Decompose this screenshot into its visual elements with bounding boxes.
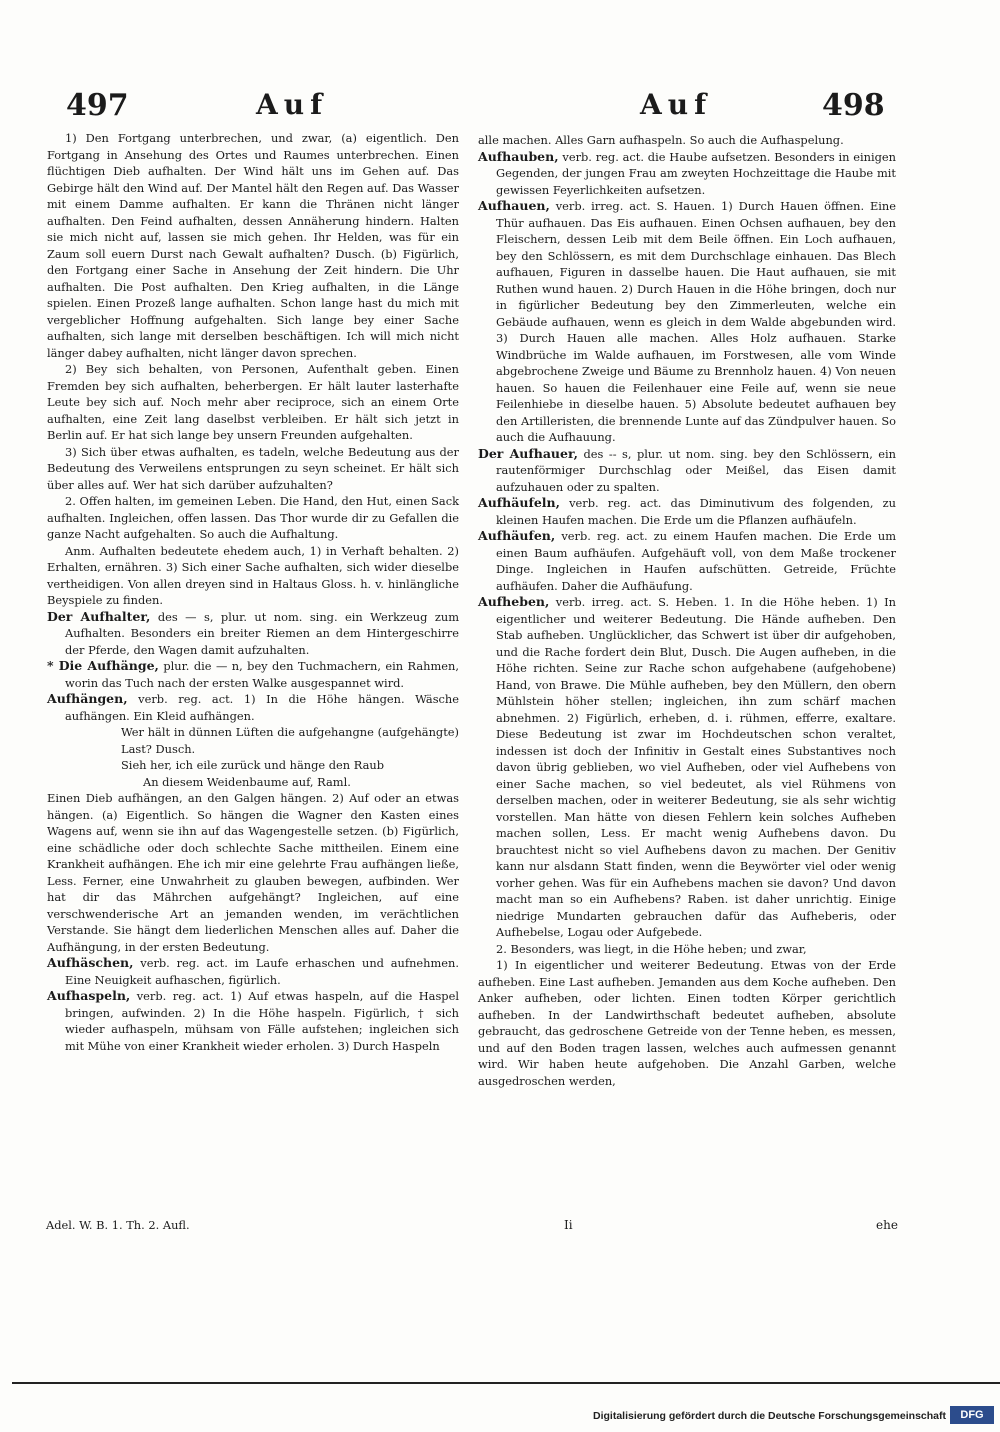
entry-body: verb. irreg. act. S. Hauen. 1) Durch Hauen öffnen. Eine Thür aufhauen. Das Eis aufhauen. Einen Ochsen aufhauen, bey den Fleischern, dessen Leib mit dem Beile öffnen. Ein Loch aufhauen, bey den Schlössern, es mit dem Durchschlage einhauen. Das Blech aufhauen, Figuren in dasselbe hauen. Die Haut aufhauen, sie mit Ruthen wund hauen. 2) Durch Hauen in die Höhe bringen, doch nur in figürlicher Bedeutung bey den Zimmerleuten, welche ein Gebäude aufhauen, wenn es gleich in dem Walde abgebunden wird. 3) Durch Hauen alle machen. Alles Holz aufhauen. Starke Windbrüche im Walde aufhauen, im Forstwesen, alle vom Winde abgebrochene Zweige und Bäume zu Brennholz hauen. 4) Von neuen hauen. So hauen die Feilenhauer eine Feile auf, wenn sie neue Feilenhiebe in dieselbe hauen. 5) Absolute bedeutet aufhauen bey den Artilleristen, die brennende Lunte auf das Zündpulver hauen. So auch die Aufhauung. <box>496 199 896 444</box>
entry-body: verb. reg. act. die Haube aufsetzen. Besonders in einigen Gegenden, der jungen Frau am zweyten Hochzeittage die Haube mit gewissen Feyerlichkeiten aufsetzen. <box>496 149 897 197</box>
entry-headword: Aufhäufeln, <box>478 495 560 510</box>
entry-aufhaeschen <box>47 955 459 988</box>
entry-body: verb. reg. act. zu einem Haufen machen. Die Erde um einen Baum aufhäufen. Aufgehäuft voll, von dem Maße trockener Dinge. Ingleichen in Haufen aufschütten. Getreide, Früchte aufhäufen. Daher die Aufhäufung. <box>496 529 896 593</box>
paragraph: 1) Den Fortgang unterbrechen, und zwar, (a) eigentlich. Den Fortgang in Ansehung des Ortes und Raumes unterbrechen. Einen flüchtigen Dieb aufhalten. Der Wind hält uns im Gehen auf. Das Gebirge hält den Wind auf. Der Mantel hält den Regen auf. Das Wasser mit einem Damme aufhalten. Er kann die Thränen nicht länger aufhalten. Den Feind aufhalten, dessen Annäherung hindern. Halten sie mich nicht auf, lassen sie mich gehen. Ihr Helden, was für ein Zaum soll euern Durst nach Gewalt aufhalten? Dusch. (b) Figürlich, den Fortgang einer Sache in Ansehung der Zeit hindern. Die Uhr aufhalten. Die Post aufhalten. Den Krieg aufhalten, in die Länge spielen. Einen Prozeß lange aufhalten. Schon lange hast du mich mit vergeblicher Hoffnung aufgehalten. Sich lange bey einer Sache aufhalten, sich lange mit derselben beschäftigen. Ich will mich nicht länger dabey aufhalten, nicht länger davon sprechen. <box>47 131 459 360</box>
scan-divider <box>12 1382 1000 1384</box>
entry-body: des — s, plur. ut nom. sing. ein Werkzeug zum Aufhalten. Besonders ein breiter Riemen an dem Hintergeschirre der Pferde, den Wagen damit aufzuhalten. <box>65 609 459 657</box>
right-running-head: Auf <box>640 88 713 121</box>
entry-headword: * Die Aufhänge, <box>47 658 159 673</box>
entry-aufhaengen <box>47 691 459 724</box>
entry-headword: Aufhäschen, <box>47 955 134 970</box>
right-page-number: 498 <box>822 88 885 123</box>
paragraph: 1) In eigentlicher und weiterer Bedeutung. Etwas von der Erde aufheben. Eine Last aufheben. Jemanden aus dem Koche aufheben. Den Anker aufheben, oder lichten. Einen todten Körper gerichtlich aufheben. In der Landwirthschaft bedeutet aufheben, absolute gebraucht, das gedroschene Getreide von der Tenne heben, es messen, und auf den Boden tragen lassen, welches auch aufmessen genannt wird. Wir haben heute aufgehoben. Die Anzahl Garben, welche ausgedroschen werden, <box>478 958 896 1088</box>
entry-headword: Aufhäufen, <box>478 528 556 543</box>
entry-headword: Aufhängen, <box>47 691 128 706</box>
left-running-head: Auf <box>256 88 329 121</box>
entry-body: verb. reg. act. 1) Auf etwas haspeln, auf die Haspel bringen, aufwinden. 2) In die Höhe haspeln. Figürlich, † sich wieder aufhaspeln, mühsam von Fälle aufstehen; ingleichen sich mit Mühe von einer Krankheit wieder erholen. 3) Durch Haspeln <box>65 989 459 1053</box>
entry-aufhauen <box>478 198 896 446</box>
digitization-credit: Digitalisierung gefördert durch die Deutsche Forschungsgemeinschaft <box>593 1410 946 1422</box>
entry-body: verb. reg. act. im Laufe erhaschen und aufnehmen. Eine Neuigkeit aufhaschen, figürlich. <box>65 956 459 987</box>
entry-aufhauben <box>478 149 896 199</box>
entry-body: verb. reg. act. das Diminutivum des folgenden, zu kleinen Haufen machen. Die Erde um die Pflanzen aufhäufeln. <box>496 496 896 527</box>
entry-body: verb. reg. act. 1) In die Höhe hängen. Wäsche aufhängen. Ein Kleid aufhängen. <box>65 692 459 723</box>
entry-headword: Aufhauben, <box>478 148 559 164</box>
entry-body: des -- s, plur. ut nom. sing. bey den Schlössern, ein rautenförmiger Durchschlag oder Meißel, das Eisen damit aufzuhauen oder zu spalten. <box>496 446 897 494</box>
entry-aufhalter <box>47 609 459 659</box>
paragraph: 2) Bey sich behalten, von Personen, Aufenthalt geben. Einen Fremden bey sich aufhalten, beherbergen. Er hält lauter lasterhafte Leute bey sich auf. Noch mehr aber reciproce, sich an einem Orte aufhalten, eine Zeit lang daselbst verbleiben. Er hält sich jetzt in Berlin auf. Er hat sich lange bey unsern Freunden aufgehalten. <box>47 362 459 442</box>
entry-aufhaeufen <box>478 528 896 594</box>
entry-headword: Aufhauen, <box>478 198 550 213</box>
entry-headword: Der Aufhalter, <box>47 608 151 624</box>
paragraph: Anm. Aufhalten bedeutete ehedem auch, 1) in Verhaft behalten. 2) Erhalten, ernähren. 3) Sich einer Sache aufhalten, sich wider dieselbe vertheidigen. Von allen dreyen sind in Haltaus Gloss. h. v. hinlängliche Beyspiele zu finden. <box>47 543 459 607</box>
entry-body: verb. irreg. act. S. Heben. 1. In die Höhe heben. 1) In eigentlicher und weiterer Bedeutung. Die Hände aufheben. Den Stab aufheben. Unglücklicher, das Schwert ist über dir aufgehoben, und die Rache fordert dein Blut, Dusch. Die Augen aufheben, in die Höhe richten. Seine zur Rache schon aufgehabene (aufgehobene) Hand, von Brawe. Die Mühle aufheben, bey den Müllern, den obern Mühlstein höher stellen; ingleichen, ihn zum schärf machen abnehmen. 2) Figürlich, erheben, d. i. rühmen, efferre, exaltare. Diese Bedeutung ist zwar im Hochdeutschen schon veraltet, indessen ist doch der Infinitiv in Gestalt eines Substantives noch davon übrig geblieben, wo viel Aufheben, oder viel Aufhebens von einer Sache machen, so viel bedeutet, als viel Rühmens von derselben machen, oder in weiterer Bedeutung, sie als sehr wichtig vorstellen. Man hätte von diesen Fehlern kein solches Aufheben machen sollen, Less. Er macht wenig Aufhebens davon. Du brauchtest nicht so viel Aufhebens davon zu machen. Der Genitiv kann nur alsdann Statt finden, wenn die Beywörter viel oder wenig vorher gehen. Was für ein Aufhebens machen sie davon? Und davon macht man so ein Aufhebens? Raben. ist daher unrichtig. Einige niedrige Mundarten gebrauchen dafür das Aufheberis, oder Aufhebelse, Logau oder Aufgebede. <box>496 595 896 939</box>
printer-footer: Adel. W. B. 1. Th. 2. Aufl. <box>46 1218 190 1232</box>
catchword: ehe <box>876 1218 898 1232</box>
paragraph: 2. Offen halten, im gemeinen Leben. Die Hand, den Hut, einen Sack aufhalten. Ingleichen, offen lassen. Das Thor wurde dir zu Gefallen die ganze Nacht aufgehalten. So auch die Aufhaltung. <box>47 494 459 541</box>
paragraph: Einen Dieb aufhängen, an den Galgen hängen. 2) Auf oder an etwas hängen. (a) Eigentlich. So hängen die Wagner den Kasten eines Wagens auf, wenn sie ihn auf das Wagengestelle setzen. (b) Figürlich, eine schädliche oder doch schlechte Sache mittheilen. Einem eine Krankheit aufhängen. Ehe ich mir eine gelehrte Frau aufhängen ließe, Less. Ferner, eine Unwahrheit zu glauben bewegen, aufbinden. Wer hat dir das Mährchen aufgehängt? Ingleichen, auf eine verschwenderische Art an jemanden wenden, im verächtlichen Verstande. Sie hängt dem liederlichen Menschen alles auf. Daher die Aufhängung, in der ersten Bedeutung. <box>47 791 459 954</box>
entry-aufheben <box>478 594 896 941</box>
quote-line: Sieh her, ich eile zurück und hänge den Raub <box>121 758 384 772</box>
entry-headword: Der Aufhauer, <box>478 445 579 461</box>
entry-aufhaeufeln <box>478 495 896 528</box>
entry-headword: Aufhaspeln, <box>47 988 131 1003</box>
left-page-number: 497 <box>66 88 129 123</box>
entry-aufhauer <box>478 446 896 496</box>
left-column <box>47 130 459 1054</box>
paragraph: 3) Sich über etwas aufhalten, es tadeln, welche Bedeutung aus der Bedeutung des Verweilens entsprungen zu seyn scheinet. Er hält sich über alles auf. Wer hat sich darüber aufzuhalten? <box>47 444 459 492</box>
entry-aufhaspeln <box>47 988 459 1054</box>
signature-mark: Ii <box>564 1218 573 1232</box>
quote-line: An diesem Weidenbaume auf, Raml. <box>143 774 351 789</box>
entry-headword: Aufheben, <box>478 594 550 609</box>
paragraph: 2. Besonders, was liegt, in die Höhe heben; und zwar, <box>496 941 807 956</box>
entry-body: plur. die — n, bey den Tuchmachern, ein Rahmen, worin das Tuch nach der ersten Walke ausgespannet wird. <box>65 659 459 690</box>
paragraph: alle machen. Alles Garn aufhaspeln. So auch die Aufhaspelung. <box>478 133 844 147</box>
quote-line: Wer hält in dünnen Lüften die aufgehangne (aufgehängte) Last? Dusch. <box>121 725 459 756</box>
entry-aufhaenge <box>47 658 459 691</box>
right-column <box>478 132 896 1089</box>
dfg-logo: DFG <box>950 1406 994 1424</box>
